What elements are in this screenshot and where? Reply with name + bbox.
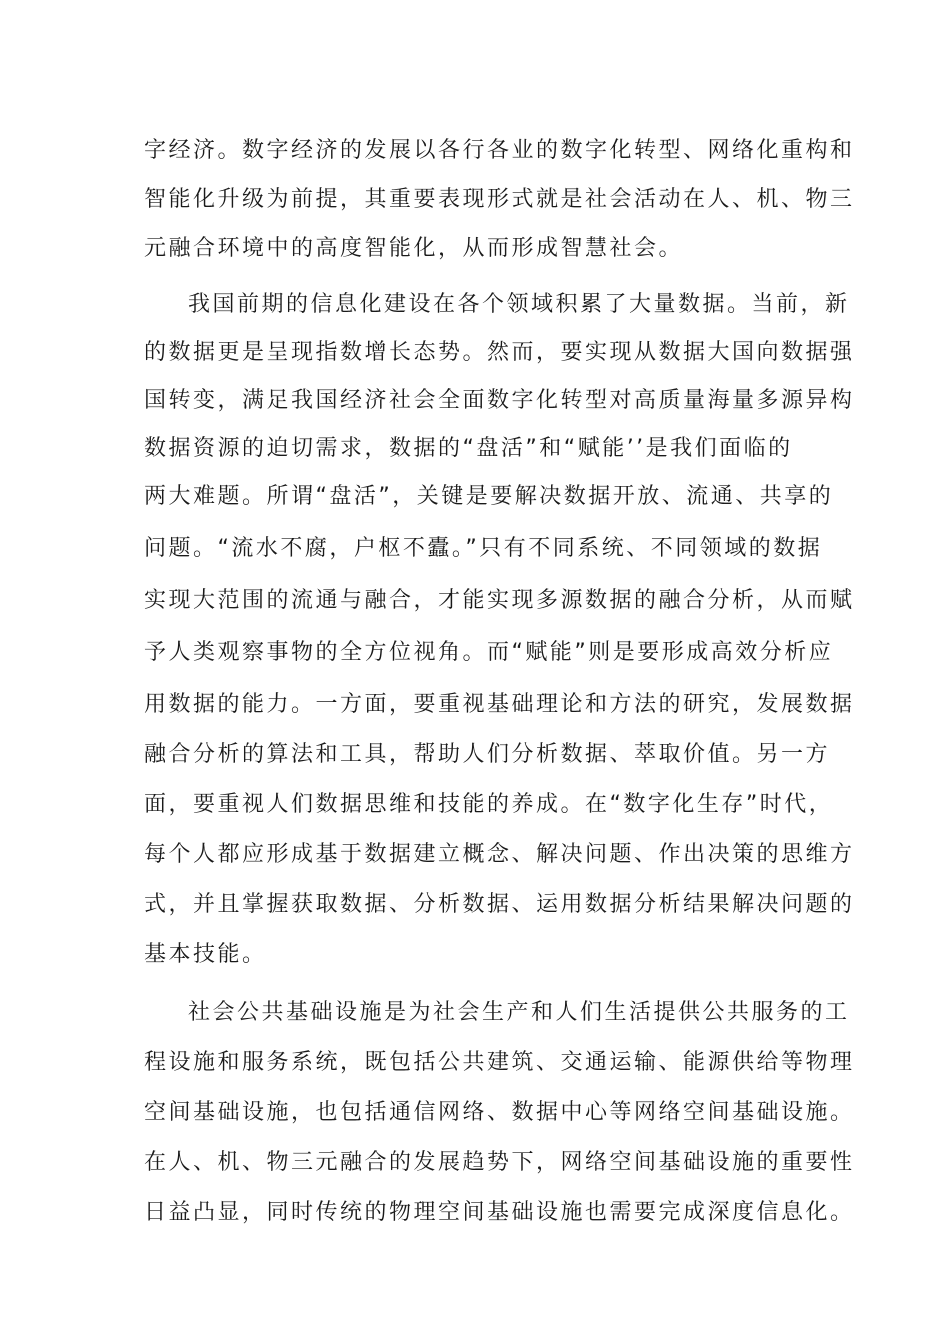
paragraph-2-line-6: 问题。“流水不腐，户枢不蠹。”只有不同系统、不同领域的数据: [144, 536, 823, 561]
paragraph-2-line-9: 用数据的能力。一方面，要重视基础理论和方法的研究，发展数据: [144, 692, 855, 717]
paragraph-3-line-1: 社会公共基础设施是为社会生产和人们生活提供公共服务的工: [188, 1000, 850, 1025]
paragraph-3-line-5: 日益凸显，同时传统的物理空间基础设施也需要完成深度信息化。: [144, 1200, 855, 1225]
paragraph-2-line-12: 每个人都应形成基于数据建立概念、解决问题、作出决策的思维方: [144, 842, 855, 867]
paragraph-1-line-3: 元融合环境中的高度智能化，从而形成智慧社会。: [144, 236, 684, 261]
paragraph-2-line-5: 两大难题。所谓“盘活”，关键是要解决数据开放、流通、共享的: [144, 484, 834, 509]
paragraph-2-line-3: 国转变，满足我国经济社会全面数字化转型对高质量海量多源异构: [144, 388, 855, 413]
paragraph-1-line-1: 字经济。数字经济的发展以各行各业的数字化转型、网络化重构和: [144, 138, 855, 163]
paragraph-2-line-2: 的数据更是呈现指数增长态势。然而，要实现从数据大国向数据强: [144, 340, 855, 365]
paragraph-2-line-14: 基本技能。: [144, 942, 267, 967]
paragraph-1-line-2: 智能化升级为前提，其重要表现形式就是社会活动在人、机、物三: [144, 187, 855, 212]
paragraph-2-line-4: 数据资源的迫切需求，数据的“盘活”和“赋能’’是我们面临的: [144, 436, 793, 461]
paragraph-2-line-11: 面，要重视人们数据思维和技能的养成。在“数字化生存”时代，: [144, 792, 834, 817]
paragraph-2-line-8: 予人类观察事物的全方位视角。而“赋能”则是要形成高效分析应: [144, 640, 834, 665]
paragraph-2-line-10: 融合分析的算法和工具，帮助人们分析数据、萃取价值。另一方: [144, 742, 831, 767]
paragraph-3-line-3: 空间基础设施，也包括通信网络、数据中心等网络空间基础设施。: [144, 1100, 855, 1125]
paragraph-2-line-13: 式，并且掌握获取数据、分析数据、运用数据分析结果解决问题的: [144, 892, 855, 917]
paragraph-3-line-4: 在人、机、物三元融合的发展趋势下，网络空间基础设施的重要性: [144, 1150, 855, 1175]
paragraph-3-line-2: 程设施和服务系统，既包括公共建筑、交通运输、能源供给等物理: [144, 1050, 855, 1075]
paragraph-2-line-1: 我国前期的信息化建设在各个领域积累了大量数据。当前，新: [188, 292, 850, 317]
paragraph-2-line-7: 实现大范围的流通与融合，才能实现多源数据的融合分析，从而赋: [144, 588, 855, 613]
